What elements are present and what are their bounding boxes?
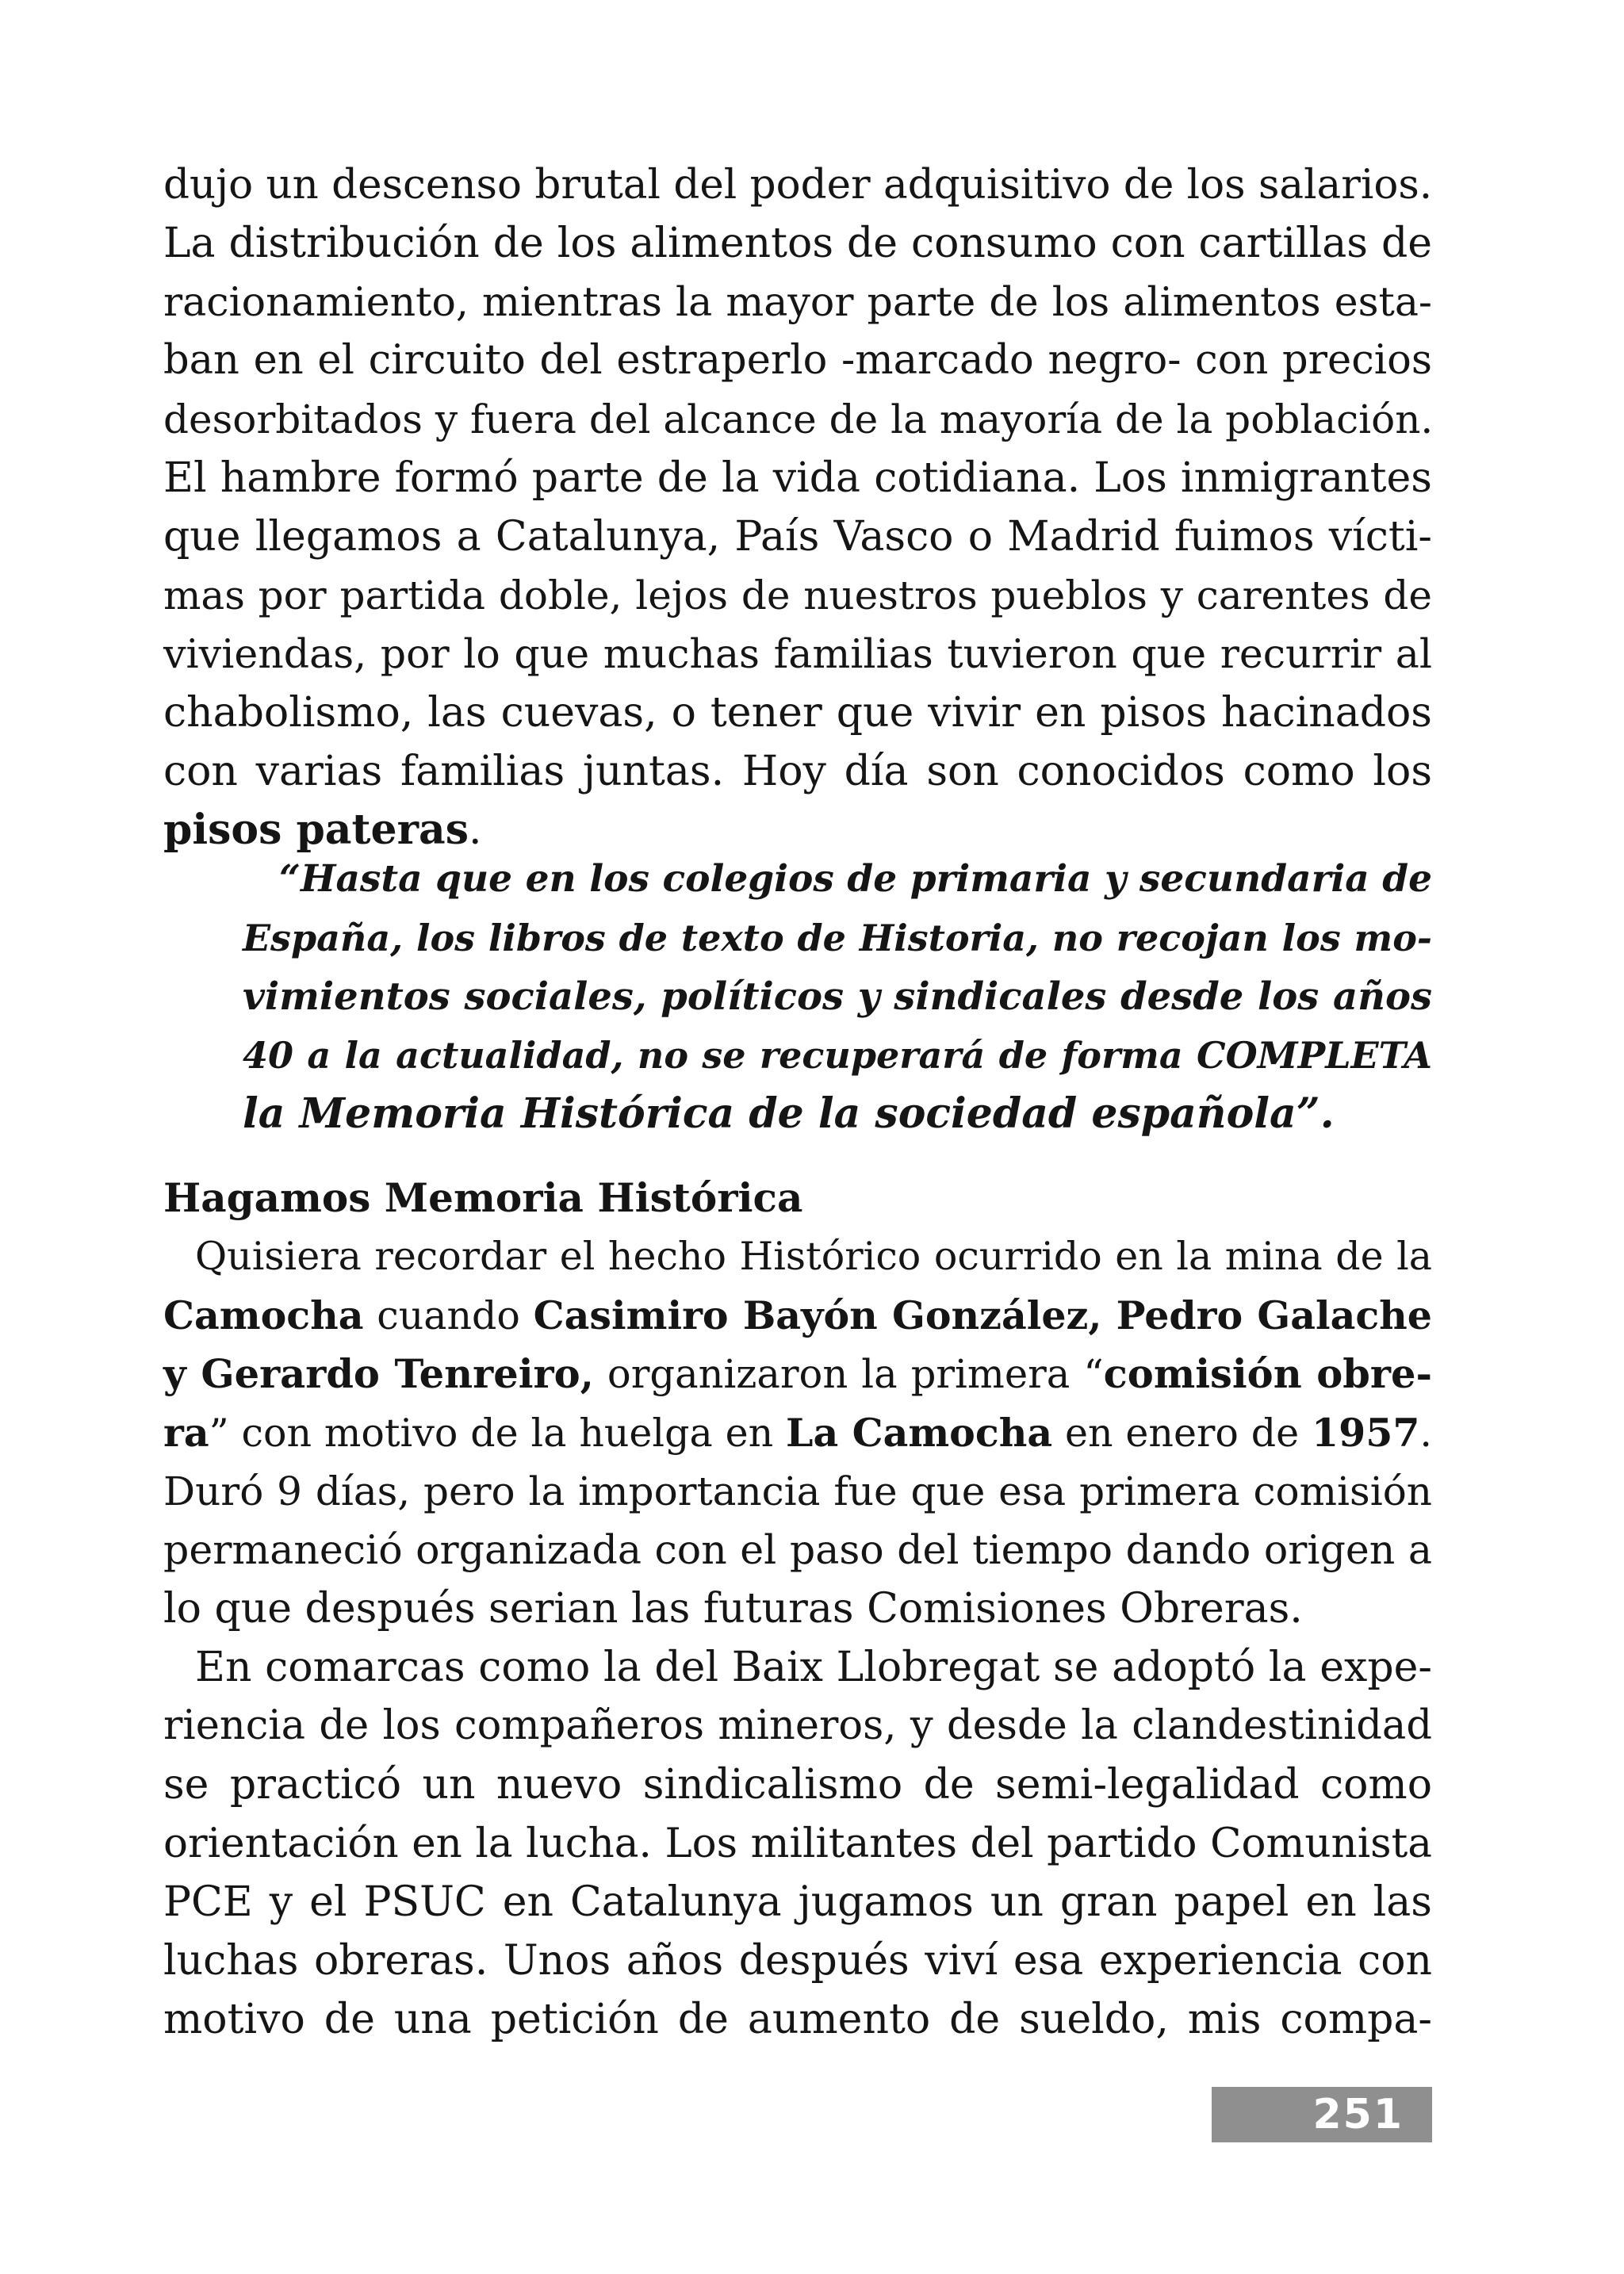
paragraph-3 <box>163 1638 1432 2049</box>
bold-term: pisos pateras <box>163 806 469 854</box>
paragraph-2 <box>163 1227 1432 1638</box>
text-line: viviendas, por lo que muchas familias tuvieron que recurrir al <box>163 630 1432 677</box>
text-line: ban en el circuito del estraperlo -marcado negro- con precios <box>163 337 1432 384</box>
blockquote <box>243 850 1432 1143</box>
text-line: motivo de una petición de aumento de sueldo, mis compa- <box>163 1996 1432 2043</box>
bold-term: comisión obre- <box>1103 1351 1432 1397</box>
text-line: PCE y el PSUC en Catalunya jugamos un gran papel en las <box>163 1878 1432 1926</box>
quote-line: vimientos sociales, políticos y sindicales desde los años <box>243 974 1432 1019</box>
text-line: que llegamos a Catalunya, País Vasco o Madrid fuimos vícti- <box>163 513 1432 561</box>
text-line: En comarcas como la del Baix Llobregat se adoptó la expe- <box>195 1644 1432 1691</box>
text-line: chabolismo, las cuevas, o tener que vivir en pisos hacinados <box>163 689 1432 737</box>
text-line <box>163 1345 1432 1403</box>
page-number-box <box>1212 2087 1432 2142</box>
text-line: lo que después serian las futuras Comisiones Obreras. <box>163 1585 1303 1633</box>
text-line: La distribución de los alimentos de consumo con cartillas de <box>163 220 1432 267</box>
text-fragment: organizaron la primera “ <box>593 1351 1104 1397</box>
text-fragment: ” con motivo de la huelga en <box>209 1411 787 1456</box>
bold-term: Camocha <box>163 1292 364 1338</box>
bold-term: ra <box>163 1410 209 1456</box>
text-line: luchas obreras. Unos años después viví esa experiencia con <box>163 1937 1432 1985</box>
quote-line: España, los libros de texto de Historia, no recojan los mo- <box>243 917 1432 959</box>
text-fragment: . <box>468 806 482 854</box>
text-line: racionamiento, mientras la mayor parte de los alimentos esta- <box>163 278 1432 325</box>
bold-term: La Camocha <box>786 1410 1053 1456</box>
text-line: Quisiera recordar el hecho Histórico ocurrido en la mina de la <box>195 1234 1432 1279</box>
paragraph-1 <box>163 155 1432 859</box>
bold-term: 1957 <box>1312 1410 1420 1456</box>
text-line <box>163 1403 1432 1462</box>
text-line: mas por partida doble, lejos de nuestros pueblos y carentes de <box>163 572 1432 618</box>
text-line <box>163 1286 1432 1345</box>
text-line: con varias familias juntas. Hoy día son conocidos como los <box>163 748 1432 795</box>
text-line: El hambre formó parte de la vida cotidiana. Los inmigrantes <box>163 454 1432 502</box>
text-line: Duró 9 días, pero la importancia fue que esa primera comisión <box>163 1468 1432 1514</box>
bold-term: y Gerardo Tenreiro, <box>163 1351 594 1397</box>
quote-line: 40 a la actualidad, no se recuperará de forma COMPLETA <box>243 1034 1432 1077</box>
text-line: desorbitados y fuera del alcance de la mayoría de la población. <box>163 396 1434 442</box>
text-fragment: . <box>1419 1411 1432 1456</box>
text-fragment: cuando <box>363 1293 534 1338</box>
text-line: permaneció organizada con el paso del tiempo dando origen a <box>163 1526 1432 1573</box>
text-line: riencia de los compañeros mineros, y desde la clandestinidad <box>163 1702 1432 1749</box>
section-heading: Hagamos Memoria Histórica <box>163 1174 803 1221</box>
text-line: dujo un descenso brutal del poder adquisitivo de los salarios. <box>163 161 1433 209</box>
quote-line: “Hasta que en los colegios de primaria y secundaria de <box>279 857 1432 901</box>
text-fragment: en enero de <box>1052 1411 1312 1456</box>
text-line: se practicó un nuevo sindicalismo de semi-legalidad como <box>163 1761 1432 1809</box>
bold-term: Casimiro Bayón González, Pedro Galache <box>533 1292 1432 1338</box>
page-number: 251 <box>1312 2091 1404 2138</box>
text-line: orientación en la lucha. Los militantes del partido Comunista <box>163 1820 1432 1867</box>
quote-line: la Memoria Histórica de la sociedad española”. <box>243 1089 1335 1138</box>
